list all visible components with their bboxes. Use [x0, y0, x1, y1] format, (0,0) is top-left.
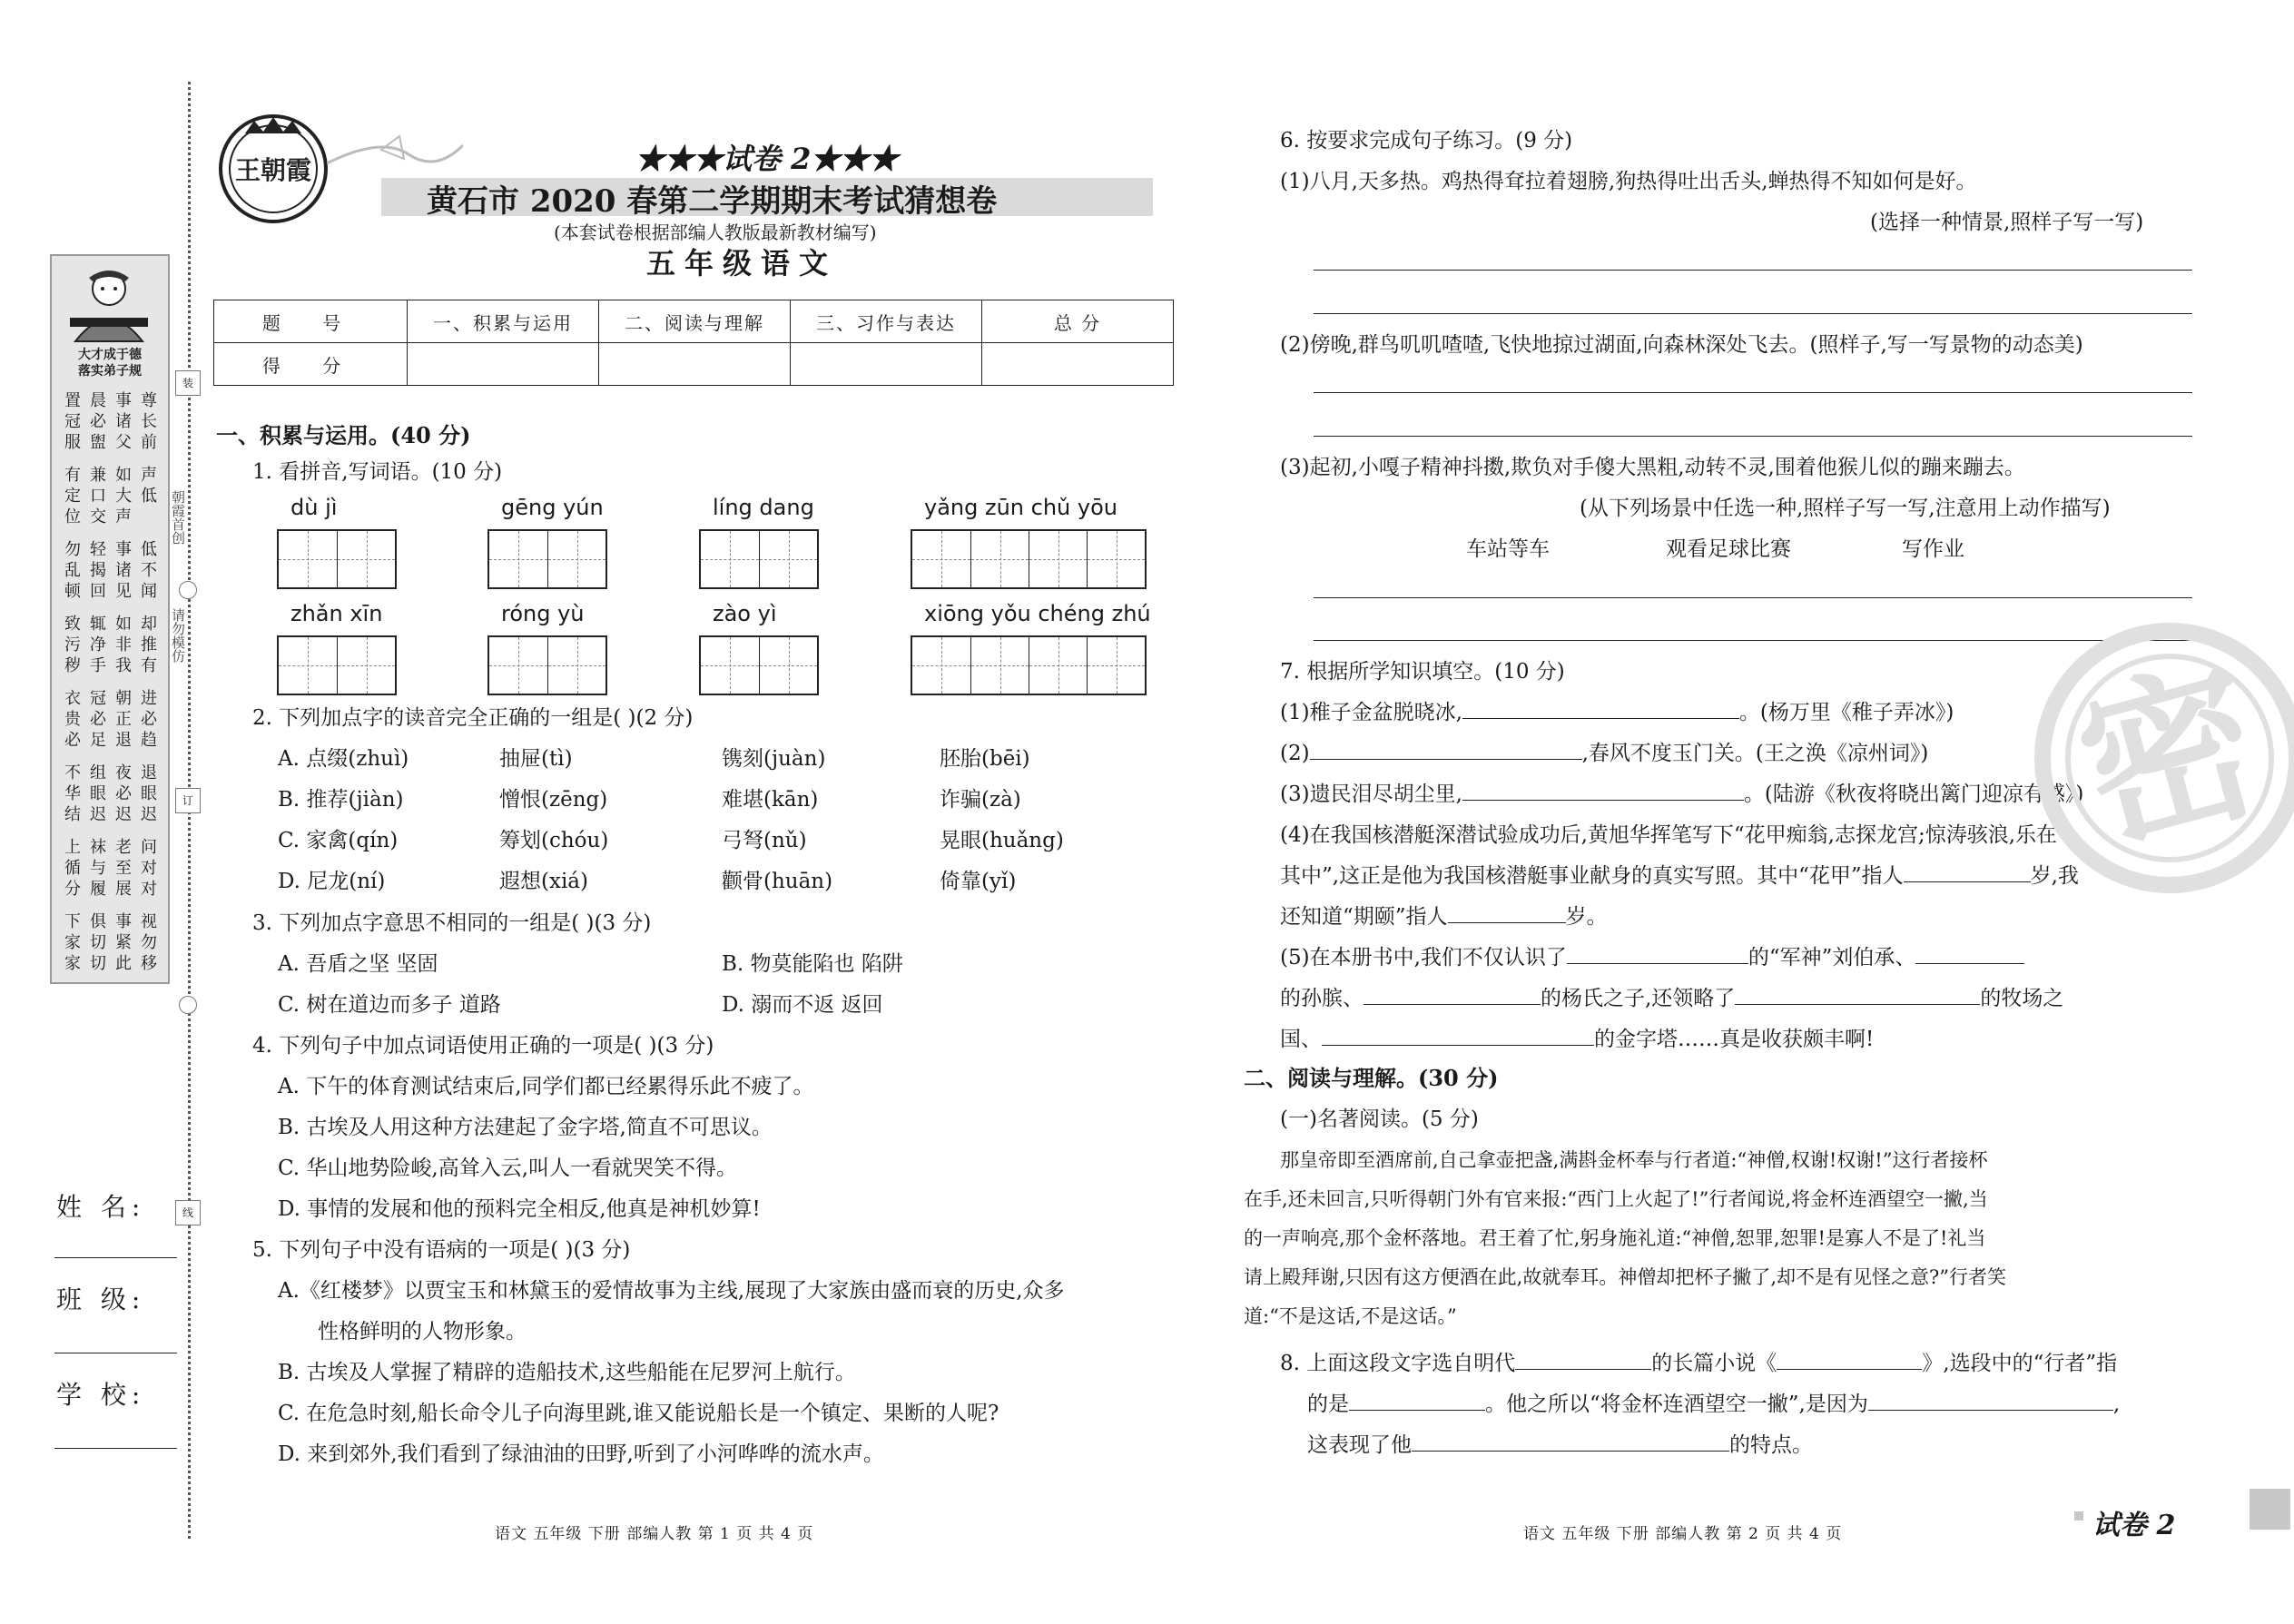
score-header-cell: 总 分	[982, 300, 1174, 343]
tianzige-cell[interactable]	[759, 531, 817, 587]
q3-option-c: C. 树在道边而多子 道路	[278, 993, 501, 1017]
motto-column: 组眼迟	[90, 763, 106, 824]
q2-option-item: 难堪(kān)	[722, 788, 819, 812]
question-5: 5. 下列句子中没有语病的一项是( )(3 分)	[252, 1238, 631, 1262]
binding-text-1: 朝霞首创	[170, 490, 186, 545]
motto-column: 如非我	[115, 615, 132, 675]
q6-part-1-requirement: (选择一种情景,照样子写一写)	[1870, 211, 2144, 234]
binding-text-2: 请勿模仿	[170, 608, 186, 663]
tianzige-box[interactable]	[699, 635, 819, 695]
tianzige-cell[interactable]	[279, 637, 337, 694]
score-table	[213, 300, 1174, 386]
question-4: 4. 下列句子中加点词语使用正确的一项是( )(3 分)	[252, 1034, 714, 1058]
motto-column: 视勿移	[141, 912, 157, 973]
tianzige-box[interactable]	[911, 529, 1147, 589]
question-2: 2. 下列加点字的读音完全正确的一组是( )(2 分)	[252, 706, 694, 730]
fill-blank[interactable]	[1868, 1410, 2113, 1411]
pinyin-label: gēng yún	[501, 495, 604, 520]
q4-option-b: B. 古埃及人用这种方法建起了金字塔,简直不可思议。	[278, 1116, 773, 1139]
binding-hole-icon	[179, 996, 197, 1014]
q2-option-item: 镌刻(juàn)	[722, 747, 826, 771]
tianzige-cell[interactable]	[970, 531, 1029, 587]
motto-column: 轻揭回	[90, 540, 106, 601]
motto-column: 声低	[141, 466, 157, 506]
fill-blank[interactable]	[1349, 1410, 1485, 1411]
q5-option-d: D. 来到郊外,我们看到了绿油油的田野,听到了小河哗哗的流水声。	[278, 1442, 884, 1466]
q7-item-4-cont: 其中”,这正是他为我国核潜艇事业献身的真实写照。其中“花甲”指人 岁,我	[1280, 864, 2079, 888]
tianzige-cell[interactable]	[1029, 531, 1087, 587]
binding-mark-ding: 订	[175, 788, 201, 813]
passage-line: 请上殿拜谢,只因有这方便酒在此,故就奉耳。神僧却把杯子撇了,却不是有见怪之意?”行者笑	[1244, 1266, 2007, 1288]
fill-blank[interactable]	[1412, 1451, 1729, 1452]
tianzige-cell[interactable]	[701, 531, 759, 587]
question-8-cont2: 这表现了他 的特点。	[1307, 1433, 1813, 1457]
score-table-score-row	[214, 343, 1174, 386]
tianzige-cell[interactable]	[279, 531, 337, 587]
q3-option-a: A. 吾盾之坚 坚固	[278, 952, 438, 976]
q3-option-d: D. 溺而不返 返回	[722, 993, 883, 1017]
motto-column: 勿乱顿	[64, 540, 81, 601]
q2-option-item: B. 推荐(jiàn)	[278, 788, 404, 812]
grade-subject-title: 五年级语文	[646, 246, 838, 281]
q7-item-5-cont: 的孙膑、 的杨氏之子,还领略了 的牧场之	[1280, 987, 2064, 1010]
tianzige-box[interactable]	[699, 529, 819, 589]
q5-option-b: B. 古埃及人掌握了精辟的造船技术,这些船能在尼罗河上航行。	[278, 1361, 856, 1384]
scholar-figure-icon	[57, 261, 161, 343]
secret-stamp-watermark	[2033, 622, 2294, 894]
binding-mark-zhuang: 装	[175, 370, 201, 396]
q6-part-2: (2)傍晚,群鸟叽叽喳喳,飞快地掠过湖面,向森林深处飞去。(照样子,写一写景物的动态美)	[1280, 333, 2083, 357]
fill-blank[interactable]	[1904, 881, 2031, 882]
motto-column: 致污秽	[64, 615, 81, 675]
tianzige-box[interactable]	[487, 529, 607, 589]
tianzige-box[interactable]	[487, 635, 607, 695]
passage-line: 道:“不是这话,不是这话。”	[1244, 1305, 1457, 1327]
answer-line[interactable]	[1314, 313, 2192, 314]
q7-item-5-cont2: 国、 的金字塔……真是收获颇丰啊!	[1280, 1028, 1875, 1051]
logo-text: 王朝霞	[234, 155, 312, 185]
q2-option-item: C. 家禽(qín)	[278, 829, 399, 852]
fill-blank[interactable]	[1364, 1004, 1541, 1005]
motto-column: 却推有	[141, 615, 157, 675]
ribbon-decoration	[327, 127, 463, 182]
q5-option-c: C. 在危急时刻,船长命令儿子向海里跳,谁又能说船长是一个镇定、果断的人呢?	[278, 1402, 999, 1425]
score-header-cell: 一、积累与运用	[408, 300, 599, 343]
tianzige-cell[interactable]	[337, 637, 395, 694]
score-table-header-row	[214, 300, 1174, 343]
motto-column: 进必趋	[141, 689, 157, 750]
motto-panel	[50, 254, 170, 984]
tianzige-box[interactable]	[911, 635, 1147, 695]
score-input-cell[interactable]	[982, 343, 1174, 386]
score-header-cell: 二、阅读与理解	[599, 300, 791, 343]
q2-option-item: 筹划(chóu)	[499, 829, 609, 852]
binding-hole-icon	[179, 581, 197, 599]
question-7: 7. 根据所学知识填空。(10 分)	[1280, 660, 1565, 684]
tianzige-cell[interactable]	[337, 531, 395, 587]
fill-blank[interactable]	[1777, 1369, 1922, 1370]
tianzige-cell[interactable]	[547, 531, 605, 587]
motto-column: 衣贵必	[64, 689, 81, 750]
motto-column: 置冠服	[64, 391, 81, 452]
motto-column: 下家家	[64, 912, 81, 973]
tianzige-cell[interactable]	[547, 637, 605, 694]
motto-column: 事紧此	[115, 912, 132, 973]
score-input-cell[interactable]	[599, 343, 791, 386]
q5-option-a: A.《红楼梦》以贾宝玉和林黛玉的爱情故事为主线,展现了大家族由盛而衰的历史,众多	[278, 1279, 1065, 1303]
tianzige-cell[interactable]	[970, 637, 1029, 694]
q2-option-item: 倚靠(yǐ)	[940, 870, 1017, 893]
q6-part-1: (1)八月,天多热。鸡热得耷拉着翅膀,狗热得吐出舌头,蝉热得不知如何是好。	[1280, 170, 1977, 193]
passage-line: 的一声响亮,那个金杯落地。君王着了忙,躬身施礼道:“神僧,恕罪,恕罪!是寡人不是了!礼当	[1244, 1227, 1986, 1249]
q2-option-item: 憎恨(zēng)	[499, 788, 608, 812]
q7-item-3: (3)遗民泪尽胡尘里, 。(陆游《秋夜将晓出篱门迎凉有感》)	[1280, 782, 2084, 806]
class-label: 班 级:	[56, 1284, 146, 1314]
name-label: 姓 名:	[56, 1192, 146, 1222]
q4-option-d: D. 事情的发展和他的预料完全相反,他真是神机妙算!	[278, 1197, 761, 1221]
q2-option-item: 诈骗(zà)	[940, 788, 1021, 812]
corner-paper-label: 试卷 2	[2092, 1510, 2176, 1541]
motto-column: 冠必足	[90, 689, 106, 750]
page-subtitle: (本套试卷根据部编人教版最新教材编写)	[554, 221, 877, 243]
q7-item-1: (1)稚子金盆脱晓冰, 。(杨万里《稚子弄冰》)	[1280, 701, 1954, 724]
q2-option-item: 遐想(xiá)	[499, 870, 588, 893]
pinyin-label: róng yù	[501, 601, 585, 626]
scene-option: 车站等车	[1466, 537, 1550, 561]
fill-blank[interactable]	[1462, 800, 1744, 801]
motto-column: 有定位	[64, 466, 81, 527]
question-1: 1. 看拼音,写词语。(10 分)	[252, 460, 503, 484]
question-3: 3. 下列加点字意思不相同的一组是( )(3 分)	[252, 911, 652, 935]
binding-mark-xian: 线	[175, 1200, 201, 1225]
scene-option: 观看足球比赛	[1666, 537, 1791, 561]
motto-column: 事诸见	[115, 540, 132, 601]
pinyin-label: zhǎn xīn	[290, 601, 383, 626]
reading-part-1: (一)名著阅读。(5 分)	[1280, 1107, 1479, 1131]
score-row-label: 得 分	[214, 343, 408, 386]
corner-decoration	[2250, 1489, 2290, 1530]
q2-option-item: 抽屉(tì)	[499, 747, 573, 771]
answer-line[interactable]	[1314, 597, 2192, 598]
motto-column: 问对对	[141, 838, 157, 899]
q7-item-4-cont2: 还知道“期颐”指人 岁。	[1280, 905, 1608, 929]
answer-line[interactable]	[1314, 392, 2192, 393]
q6-part-3: (3)起初,小嘎子精神抖擞,欺负对手傻大黑粗,动转不灵,围着他猴儿似的蹦来蹦去。	[1280, 456, 2025, 479]
corner-decoration	[2074, 1511, 2083, 1521]
fill-blank[interactable]	[1915, 963, 2024, 964]
motto-line-2: 落实弟子规	[78, 364, 142, 379]
tianzige-cell[interactable]	[912, 637, 970, 694]
motto-column: 晨必盥	[90, 391, 106, 452]
answer-line[interactable]	[1314, 436, 2192, 437]
page-2-footer: 语文 五年级 下册 部编人教 第 2 页 共 4 页	[1523, 1525, 1843, 1543]
fill-blank[interactable]	[1515, 1369, 1651, 1370]
q2-option-item: 晃眼(huǎng)	[940, 829, 1064, 852]
passage-line: 在手,还未回言,只听得朝门外有官来报:“西门上火起了!”行者闻说,将金杯连酒望空一撇,当	[1244, 1188, 1988, 1210]
motto-column: 朝正退	[115, 689, 132, 750]
q2-option-item: D. 尼龙(ní)	[278, 870, 386, 893]
page-1-footer: 语文 五年级 下册 部编人教 第 1 页 共 4 页	[495, 1525, 814, 1543]
q4-option-a: A. 下午的体育测试结束后,同学们都已经累得乐此不疲了。	[278, 1075, 814, 1098]
score-header-cell: 题 号	[214, 300, 408, 343]
paper-number: ★★★试卷 2★★★	[635, 142, 899, 176]
fill-blank[interactable]	[1322, 1045, 1594, 1046]
q6-part-3-requirement: (从下列场景中任选一种,照样子写一写,注意用上动作描写)	[1580, 497, 2111, 520]
q4-option-c: C. 华山地势险峻,高耸入云,叫人一看就哭笑不得。	[278, 1156, 738, 1180]
motto-column: 不华结	[64, 763, 81, 824]
scene-option: 写作业	[1902, 537, 1964, 561]
name-field[interactable]	[54, 1257, 177, 1258]
motto-column: 事诸父	[115, 391, 132, 452]
tianzige-cell[interactable]	[489, 531, 547, 587]
fill-blank[interactable]	[1310, 759, 1582, 760]
section-2-heading: 二、阅读与理解。(30 分)	[1244, 1065, 1499, 1091]
motto-column: 上循分	[64, 838, 81, 899]
question-8-cont: 的是 。他之所以“将金杯连酒望空一撇”,是因为 ,	[1307, 1393, 2121, 1416]
q2-option-item: A. 点缀(zhuì)	[278, 747, 409, 771]
tianzige-cell[interactable]	[1087, 637, 1145, 694]
pinyin-label: dù jì	[290, 495, 338, 520]
pinyin-label: zào yì	[713, 601, 777, 626]
brand-logo	[218, 113, 329, 224]
q2-option-item: 胚胎(bēi)	[940, 747, 1030, 771]
school-label: 学 校:	[56, 1380, 146, 1410]
tianzige-cell[interactable]	[759, 637, 817, 694]
tianzige-box[interactable]	[277, 529, 397, 589]
tianzige-cell[interactable]	[1029, 637, 1087, 694]
tianzige-box[interactable]	[277, 635, 397, 695]
tianzige-cell[interactable]	[912, 531, 970, 587]
fill-blank[interactable]	[1462, 718, 1739, 719]
tianzige-cell[interactable]	[701, 637, 759, 694]
motto-column: 老至展	[115, 838, 132, 899]
motto-column: 兼口交	[90, 466, 106, 527]
fill-blank[interactable]	[1448, 922, 1566, 923]
motto-column: 退眼迟	[141, 763, 157, 824]
pinyin-label: yǎng zūn chǔ yōu	[924, 495, 1117, 520]
motto-column: 低不闻	[141, 540, 157, 601]
motto-column: 辄净手	[90, 615, 106, 675]
motto-line-1: 大才成于德	[78, 348, 142, 362]
fill-blank[interactable]	[1567, 963, 1748, 964]
q7-item-5: (5)在本册书中,我们不仅认识了 的“军神”刘伯承、	[1280, 944, 2024, 971]
stamp-text: 密	[2059, 636, 2279, 877]
motto-column: 夜必迟	[115, 763, 132, 824]
passage-line: 那皇帝即至酒席前,自己拿壶把盏,满斟金杯奉与行者道:“神僧,权谢!权谢!”这行者接杯	[1280, 1149, 1988, 1171]
q3-option-b: B. 物莫能陷也 陷阱	[722, 952, 903, 976]
q2-option-item: 弓弩(nǔ)	[722, 829, 807, 852]
tianzige-cell[interactable]	[1087, 531, 1145, 587]
section-1-heading: 一、积累与运用。(40 分)	[216, 422, 471, 448]
score-input-cell[interactable]	[791, 343, 982, 386]
fill-blank[interactable]	[1735, 1004, 1980, 1005]
q2-option-item: 颧骨(huān)	[722, 870, 833, 893]
q7-item-2: (2) ,春风不度玉门关。(王之涣《凉州词》)	[1280, 742, 1929, 765]
question-6: 6. 按要求完成句子练习。(9 分)	[1280, 129, 1573, 153]
motto-column: 袜与履	[90, 838, 106, 899]
tianzige-cell[interactable]	[489, 637, 547, 694]
pinyin-label: líng dang	[713, 495, 814, 520]
pinyin-label: xiōng yǒu chéng zhú	[924, 601, 1151, 626]
score-input-cell[interactable]	[408, 343, 599, 386]
page-title: 黄石市 2020 春第二学期期末考试猜想卷	[427, 183, 998, 220]
q5-option-a-cont: 性格鲜明的人物形象。	[318, 1320, 527, 1343]
question-8: 8. 上面这段文字选自明代 的长篇小说《 》,选段中的“行者”指	[1280, 1352, 2118, 1375]
q7-item-4: (4)在我国核潜艇深潜试验成功后,黄旭华挥笔写下“花甲痴翁,志探龙宫;惊涛骇浪,乐在	[1280, 823, 2058, 847]
school-field[interactable]	[54, 1448, 177, 1449]
score-header-cell: 三、习作与表达	[791, 300, 982, 343]
motto-column: 尊长前	[141, 391, 157, 452]
motto-column: 俱切切	[90, 912, 106, 973]
motto-column: 如大声	[115, 466, 132, 527]
answer-line[interactable]	[1314, 270, 2192, 271]
